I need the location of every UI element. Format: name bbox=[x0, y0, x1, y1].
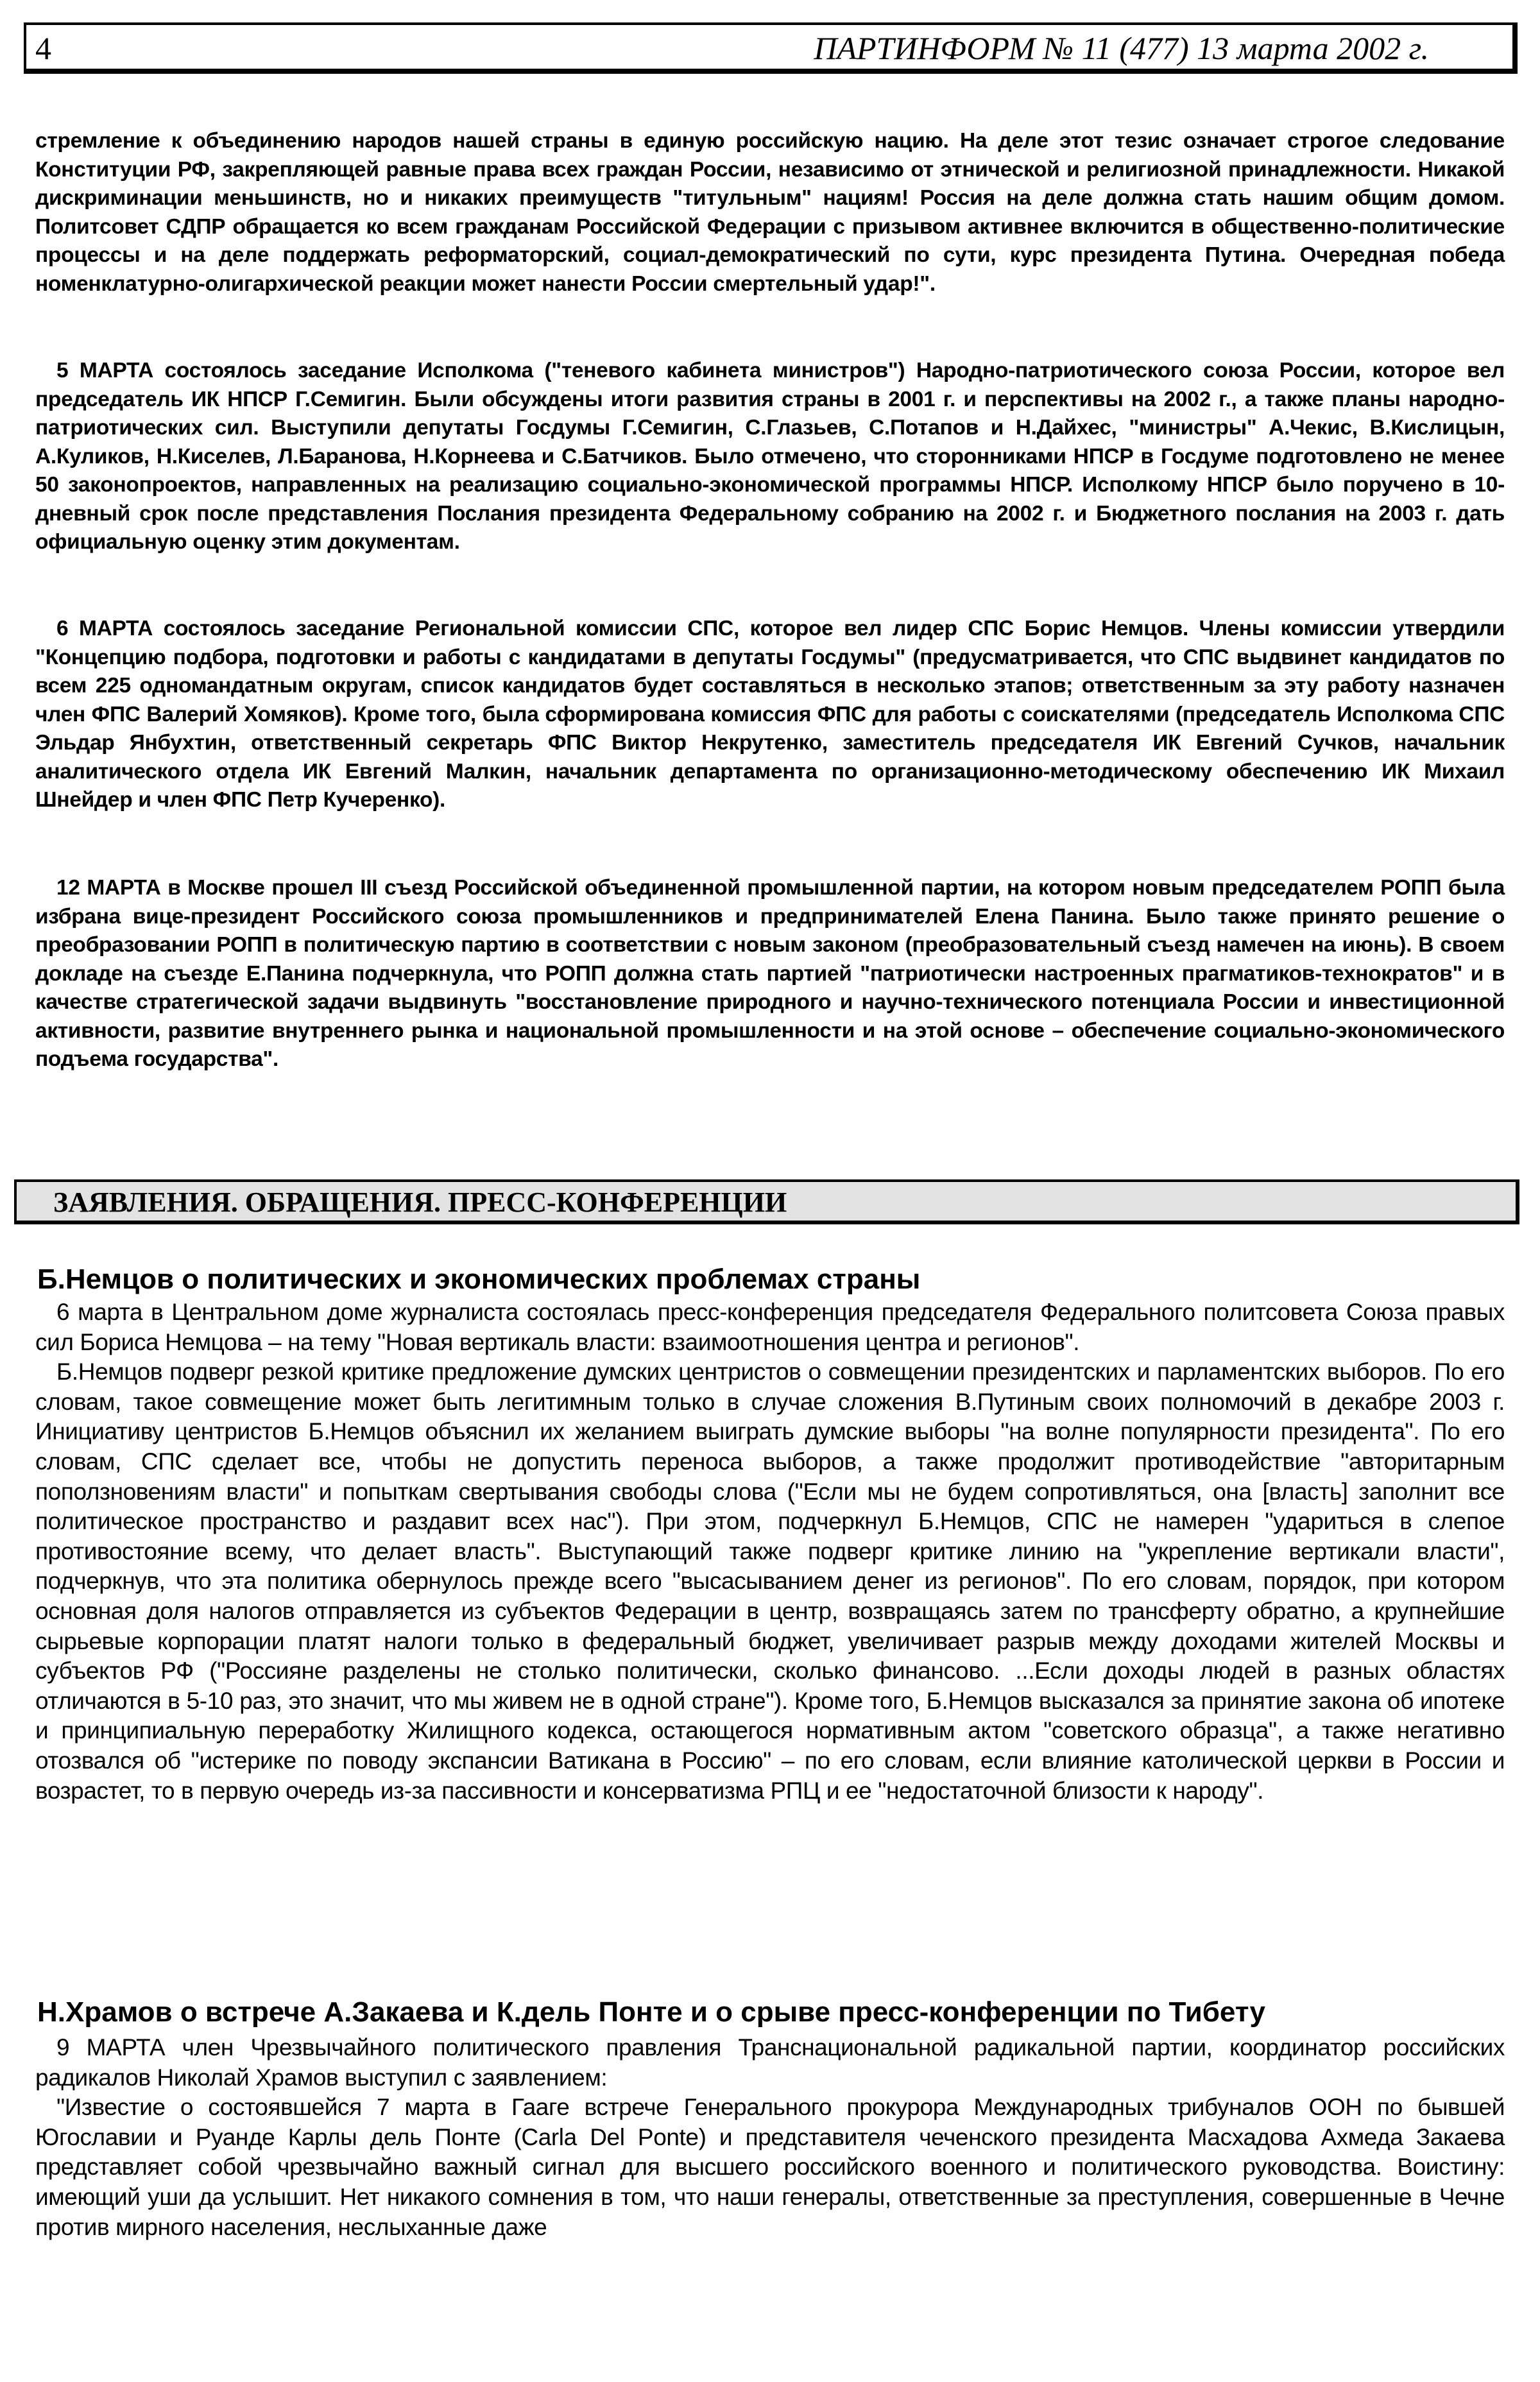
article-paragraph: Б.Немцов подверг резкой критике предложение думских центристов о совмещении президентских и парламентских выборов. По его словам, такое совмещение может быть легитимным только в случае сложения В.Путиным своих полномочий в декабре 2003 г. Инициативу центристов Б.Немцов объяснил их желанием выиграть думские выборы "на волне популярности президента". По его словам, СПС сделает все, чтобы не допустить переноса выборов, а также продолжит противодействие "авторитарным поползновениям власти" и попыткам свертывания свободы слова ("Если мы не будем сопротивляться, она [власть] заполнит все политическое пространство и раздавит всех нас"). При этом, подчеркнул Б.Немцов, СПС не намерен "удариться в слепое противостояние всему, что делает власть". Выступающий также подверг критике линию на "укрепление вертикали власти", подчеркнув, что эта политика обернулось прежде всего "высасыванием денег из регионов". По его словам, порядок, при котором основная доля налогов отправляется из субъектов Федерации в центр, возвращаясь затем по трансферту обратно, а крупнейшие сырьевые корпорации платят налоги только в федеральный бюджет, увеличивает разрыв между доходами жителей Москвы и субъектов РФ ("Россияне разделены не столько политически, сколько финансово. ...Если доходы людей в разных областях отличаются в 5-10 раз, это значит, что мы живем не в одной стране"). Кроме того, Б.Немцов высказался за принятие закона об ипотеке и принципиальную переработку Жилищного кодекса, остающегося нормативным актом "советского образца", а также негативно отозвался об "истерике по поводу экспансии Ватикана в Россию" – по его словам, если влияние католической церкви в России и возрастет, то в первую очередь из-за пассивности и консерватизма РПЦ и ее "недостаточной близости к народу". bbox=[35, 1358, 1505, 1804]
article-title-khramov: Н.Храмов о встрече А.Закаева и К.дель Понте и о срыве пресс-конференции по Тибету bbox=[37, 1996, 1265, 2028]
article-paragraph: 6 марта в Центральном доме журналиста состоялась пресс-конференция председателя Федерального политсовета Союза правых сил Бориса Немцова – на тему "Новая вертикаль власти: взаимоотношения центра и регионов". bbox=[35, 1299, 1505, 1355]
article-paragraph: 9 МАРТА член Чрезвычайного политического правления Транснациональной радикальной партии, координатор российских радикалов Николай Храмов выступил с заявлением: bbox=[35, 2034, 1505, 2091]
page-number: 4 bbox=[35, 30, 51, 66]
bulletin-continued bbox=[35, 127, 1505, 298]
article-body-nemtsov bbox=[35, 1298, 1505, 1806]
page-header bbox=[24, 22, 1518, 74]
bulletin-12-march bbox=[35, 874, 1505, 1074]
bulletin-5-march bbox=[35, 357, 1505, 557]
section-header bbox=[14, 1179, 1519, 1224]
article-title-nemtsov: Б.Немцов о политических и экономических проблемах страны bbox=[37, 1264, 921, 1295]
bulletin-paragraph: 6 МАРТА состоялось заседание Региональной комиссии СПС, которое вел лидер СПС Борис Немцов. Члены комиссии утвердили "Концепцию подбора, подготовки и работы с кандидатами в депутаты Госдумы" (предусматривается, что СПС выдвинет кандидатов по всем 225 одномандатным округам, список кандидатов будет составляться в несколько этапов; ответственным за эту работу назначен член ФПС Валерий Хомяков). Кроме того, была сформирована комиссия ФПС для работы с соискателями (председатель Исполкома СПС Эльдар Янбухтин, ответственный секретарь ФПС Виктор Некрутенко, заместитель председателя ИК Евгений Сучков, начальник аналитического отдела ИК Евгений Малкин, начальник департамента по организационно-методическому обеспечению ИК Михаил Шнейдер и член ФПС Петр Кучеренко). bbox=[35, 617, 1505, 812]
bulletin-paragraph: стремление к объединению народов нашей страны в единую российскую нацию. На деле этот тезис означает строгое следование Конституции РФ, закрепляющей равные права всех граждан России, независимо от этнической и религиозной принадлежности. Никакой дискриминации меньшинств, но и никаких преимуществ "титульным" нациям! Россия на деле должна стать нашим общим домом. Политсовет СДПР обращается ко всем гражданам Российской Федерации с призывом активнее включится в общественно-политические процессы и на деле поддержать реформаторский, социал-демократический по сути, курс президента Путина. Очередная победа номенклатурно-олигархической реакции может нанести России смертельный удар!". bbox=[35, 129, 1505, 296]
bulletin-paragraph: 12 МАРТА в Москве прошел III съезд Российской объединенной промышленной партии, на котором новым председателем РОПП была избрана вице-президент Российского союза промышленников и предпринимателей Елена Панина. Было также принято решение о преобразовании РОПП в политическую партию в соответствии с новым законом (преобразовательный съезд намечен на июнь). В своем докладе на съезде Е.Панина подчеркнула, что РОПП должна стать партией "патриотически настроенных прагматиков-технократов" и в качестве стратегической задачи выдвинуть "восстановление природного и научно-технического потенциала России и инвестиционной активности, развитие внутреннего рынка и национальной промышленности и на этой основе – обеспечение социально-экономического подъема государства". bbox=[35, 876, 1505, 1071]
section-title: ЗАЯВЛЕНИЯ. ОБРАЩЕНИЯ. ПРЕСС-КОНФЕРЕНЦИИ bbox=[53, 1187, 787, 1218]
article-body-khramov bbox=[35, 2033, 1505, 2242]
bulletin-paragraph: 5 МАРТА состоялось заседание Исполкома ("теневого кабинета министров") Народно-патриотического союза России, которое вел председатель ИК НПСР Г.Семигин. Были обсуждены итоги развития страны в 2001 г. и перспективы на 2002 г., а также планы народно-патриотических сил. Выступили депутаты Госдумы Г.Семигин, С.Глазьев, С.Потапов и Н.Дайхес, "министры" А.Чекис, В.Кислицын, А.Куликов, Н.Киселев, Л.Баранова, Н.Корнеева и С.Батчиков. Было отмечено, что сторонниками НПСР в Госдуме подготовлено не менее 50 законопроектов, направленных на реализацию социально-экономической программы НПСР. Исполкому НПСР было поручено в 10-дневный срок после представления Послания президента Федеральному собранию на 2002 г. и Бюджетного послания на 2003 г. дать официальную оценку этим документам. bbox=[35, 359, 1505, 554]
article-paragraph: "Известие о состоявшейся 7 марта в Гааге встрече Генерального прокурора Международных трибуналов ООН по бывшей Югославии и Руанде Карлы дель Понте (Carla Del Ponte) и представителя чеченского президента Масхадова Ахмеда Закаева представляет собой чрезвычайно важный сигнал для высшего российского военного и политического руководства. Воистину: имеющий уши да услышит. Нет никакого сомнения в том, что наши генералы, ответственные за преступления, совершенные в Чечне против мирного населения, неслыханные даже bbox=[35, 2094, 1505, 2240]
bulletin-6-march bbox=[35, 615, 1505, 815]
masthead: ПАРТИНФОРМ № 11 (477) 13 марта 2002 г. bbox=[814, 30, 1429, 66]
